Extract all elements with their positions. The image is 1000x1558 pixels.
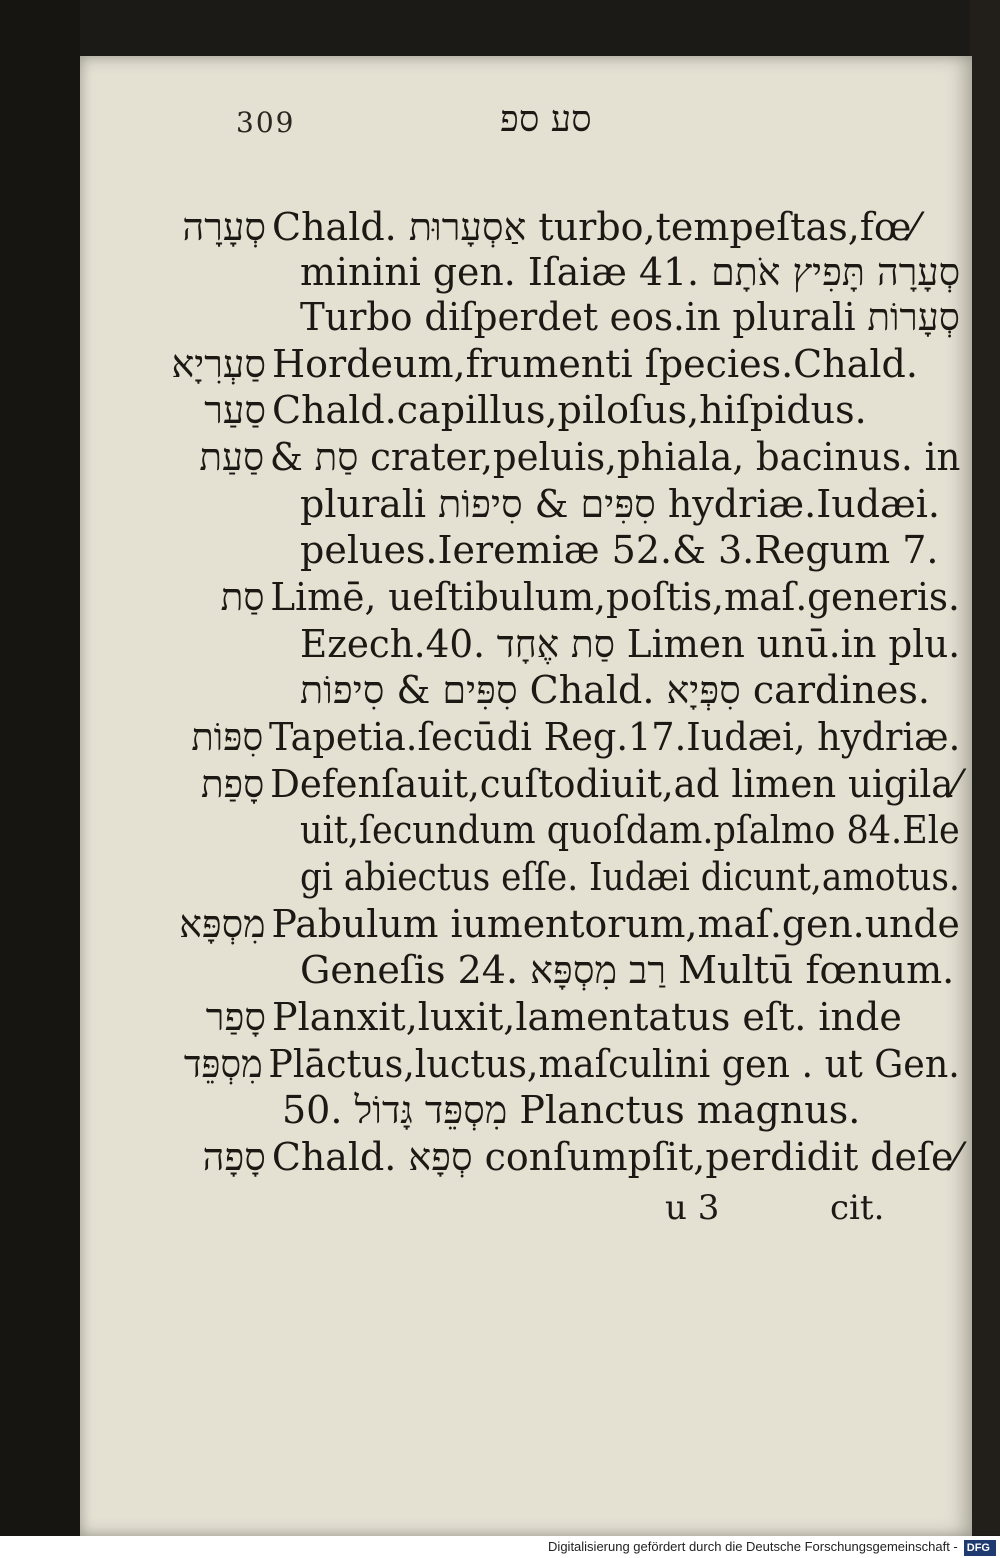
text-line: [188, 575, 960, 619]
headword: סִפּוֹת: [191, 715, 264, 759]
definition-text: Chald. אַסְעָרוּת turbo,tempeſtas,fœ⁄: [272, 205, 918, 249]
definition-text: 50. מִסְפֵּד גָּדוֹל Planctus magnus.: [282, 1088, 861, 1132]
scan-background-right: [970, 0, 1000, 1535]
footer-credit: Digitalisierung gefördert durch die Deutsche Forschungsgemeinschaft -: [548, 1539, 958, 1554]
digitization-footer: [0, 1536, 1000, 1558]
definition-text: uit,ſecundum quoſdam.pſalmo 84.Ele: [300, 808, 960, 852]
headword: סָפַר: [205, 995, 266, 1039]
text-line: [300, 528, 939, 572]
dfg-logo: DFG: [964, 1540, 996, 1556]
definition-text: Defenſauit,cuſtodiuit,ad limen uigila⁄: [270, 762, 960, 806]
text-line: [171, 342, 918, 386]
definition-text: Hordeum,frumenti ſpecies.Chald.: [272, 342, 918, 386]
signature-mark: u 3: [665, 1188, 720, 1228]
definition-text: Tapetia.ſecūdi Reg.17.Iudæi, hydriæ.: [268, 715, 961, 759]
definition-text: gi abiectus eſſe. Iudæi dicunt,amotus.: [300, 855, 960, 899]
headword: סַעְרִיָא: [171, 342, 266, 386]
page-number: 309: [236, 106, 296, 139]
text-line: [188, 995, 902, 1039]
definition-text: Limē, ueſtibulum,poſtis,maſ.generis.: [270, 575, 960, 619]
text-line: [300, 668, 930, 712]
text-line: [300, 808, 960, 852]
definition-text: Chald. סְפָא conſumpſit,perdidit deſe⁄: [271, 1135, 960, 1179]
headword: סַעַר: [204, 388, 266, 432]
headword: סְעָרָה: [182, 205, 266, 249]
definition-text: Planxit,luxit,lamentatus eſt. inde: [272, 995, 902, 1039]
headword: מִסְפָּא: [179, 902, 266, 946]
headword: סַת: [220, 575, 265, 619]
text-line: [300, 250, 960, 294]
text-line: [282, 1088, 860, 1132]
text-line: [188, 715, 960, 759]
definition-text: pelues.Ieremiæ 52.& 3.Regum 7.: [300, 528, 939, 572]
text-line: [182, 205, 918, 249]
headword: סָפַת: [200, 762, 265, 806]
text-line: [300, 855, 960, 899]
definition-text: סִפִּים & סִיפוֹת Chald. סִפְּיָא cardines.: [300, 668, 930, 712]
text-line: [300, 295, 960, 339]
headword: סַעַת: [199, 435, 265, 479]
text-line: [188, 435, 960, 479]
definition-text: & סַת crater,peluis,phiala, bacinus. in: [269, 435, 961, 479]
headword: סָפָה: [202, 1135, 266, 1179]
text-line: [188, 762, 960, 806]
definition-text: Plāctus,luctus,maſculini gen . ut Gen.: [268, 1042, 960, 1086]
definition-text: Geneſis 24. רַב מִסְפָּא Multū fœnum.: [300, 948, 955, 992]
definition-text: Pabulum iumentorum,maſ.gen.unde: [271, 902, 960, 946]
text-line: [183, 1042, 960, 1086]
definition-text: Ezech.40. סַת אֶחָד Limen unū.in plu.: [300, 622, 961, 666]
scan-background-left: [0, 0, 80, 1558]
text-line: [300, 482, 940, 526]
text-line: [300, 622, 960, 666]
definition-text: minini gen. Iſaiæ 41. סְעָרָה תָּפִיץ אֹתָם: [300, 250, 961, 294]
definition-text: plurali סִפִּים & סִיפוֹת hydriæ.Iudæi.: [300, 482, 940, 526]
text-line: [179, 902, 960, 946]
definition-text: Chald.capillus,piloſus,hiſpidus.: [272, 388, 867, 432]
text-line: [188, 388, 867, 432]
headword: מִסְפֵּד: [183, 1042, 263, 1086]
catchword: cit.: [830, 1188, 885, 1228]
text-line: [300, 948, 954, 992]
text-line: [188, 1135, 960, 1179]
running-head: סע ספ: [500, 99, 592, 140]
definition-text: Turbo diſperdet eos.in plurali סְעָרוֹת: [300, 295, 960, 339]
